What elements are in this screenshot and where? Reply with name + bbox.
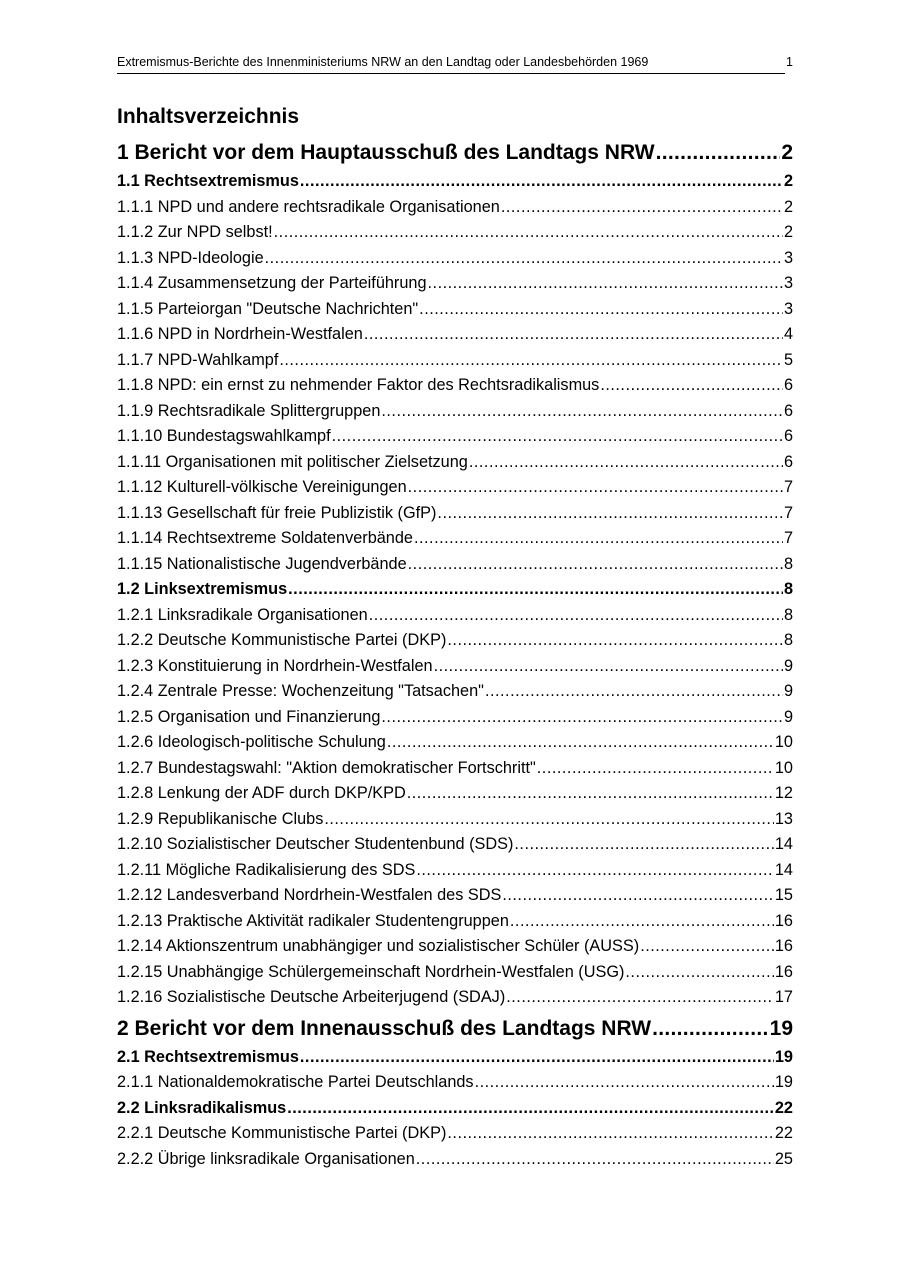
toc-dot-leader bbox=[265, 249, 783, 268]
toc-entry[interactable] bbox=[117, 478, 793, 504]
toc-entry[interactable] bbox=[117, 963, 793, 989]
toc-dot-leader bbox=[506, 988, 774, 1007]
toc-entry-page: 8 bbox=[783, 554, 793, 573]
toc-entry-page: 14 bbox=[774, 835, 793, 853]
toc-dot-leader bbox=[428, 274, 783, 293]
table-of-contents bbox=[117, 138, 793, 1175]
toc-dot-leader bbox=[447, 1124, 773, 1143]
toc-entry-page: 9 bbox=[783, 656, 793, 675]
toc-entry[interactable] bbox=[117, 861, 793, 887]
toc-entry-page: 22 bbox=[774, 1124, 793, 1142]
toc-entry-label: 1.1.1 NPD und andere rechtsradikale Organisationen bbox=[117, 197, 500, 216]
toc-entry-page: 12 bbox=[774, 784, 793, 802]
toc-dot-leader bbox=[416, 1150, 774, 1169]
toc-entry-label: 1.2.16 Sozialistische Deutsche Arbeiterjugend (SDAJ) bbox=[117, 988, 506, 1006]
toc-entry-label: 1.1.8 NPD: ein ernst zu nehmender Faktor des Rechtsradikalismus bbox=[117, 376, 600, 394]
toc-entry-label: 1.1.12 Kulturell-völkische Vereinigungen bbox=[117, 478, 407, 496]
toc-entry-page: 6 bbox=[783, 401, 793, 420]
toc-entry[interactable] bbox=[117, 1150, 793, 1176]
toc-entry[interactable] bbox=[117, 555, 793, 581]
toc-entry[interactable] bbox=[117, 835, 793, 861]
toc-entry-label: 1.1.15 Nationalistische Jugendverbände bbox=[117, 554, 407, 573]
toc-entry-page: 8 bbox=[783, 580, 793, 598]
toc-entry[interactable] bbox=[117, 274, 793, 300]
toc-entry[interactable] bbox=[117, 325, 793, 351]
toc-entry-label: 1.1.9 Rechtsradikale Splittergruppen bbox=[117, 401, 381, 420]
toc-dot-leader bbox=[408, 555, 783, 574]
toc-entry-page: 4 bbox=[783, 325, 793, 343]
toc-entry[interactable] bbox=[117, 606, 793, 632]
toc-dot-leader bbox=[502, 886, 774, 905]
toc-entry-label: 1.2.11 Mögliche Radikalisierung des SDS bbox=[117, 860, 416, 879]
toc-dot-leader bbox=[408, 478, 783, 497]
toc-entry-page: 16 bbox=[774, 937, 793, 955]
toc-dot-leader bbox=[501, 198, 783, 217]
toc-dot-leader bbox=[510, 912, 774, 931]
toc-dot-leader bbox=[625, 963, 773, 982]
toc-dot-leader bbox=[537, 759, 774, 778]
toc-entry[interactable] bbox=[117, 138, 793, 172]
toc-entry[interactable] bbox=[117, 376, 793, 402]
toc-dot-leader bbox=[437, 504, 783, 523]
toc-entry-page: 16 bbox=[774, 962, 793, 981]
toc-entry-label: 1.2.7 Bundestagswahl: "Aktion demokratischer Fortschritt" bbox=[117, 758, 536, 777]
toc-entry[interactable] bbox=[117, 657, 793, 683]
toc-entry-page: 19 bbox=[774, 1073, 793, 1091]
toc-entry[interactable] bbox=[117, 912, 793, 938]
toc-dot-leader bbox=[414, 529, 783, 548]
toc-entry-label: 1.1.7 NPD-Wahlkampf bbox=[117, 350, 279, 369]
toc-entry-label: 1.2.5 Organisation und Finanzierung bbox=[117, 707, 381, 726]
toc-entry[interactable] bbox=[117, 886, 793, 912]
toc-entry-label: 1.2.4 Zentrale Presse: Wochenzeitung "Tatsachen" bbox=[117, 682, 484, 700]
toc-entry-page: 7 bbox=[783, 478, 793, 496]
toc-entry[interactable] bbox=[117, 172, 793, 198]
toc-entry-page: 9 bbox=[783, 707, 793, 726]
toc-dot-leader bbox=[381, 402, 783, 421]
toc-entry-label: 1.2.14 Aktionszentrum unabhängiger und sozialistischer Schüler (AUSS) bbox=[117, 937, 640, 955]
toc-entry[interactable] bbox=[117, 198, 793, 224]
toc-entry-page: 2 bbox=[783, 197, 793, 216]
toc-entry[interactable] bbox=[117, 504, 793, 530]
toc-entry-label: 1 Bericht vor dem Hauptausschuß des Landtags NRW bbox=[117, 141, 655, 164]
toc-entry-page: 15 bbox=[774, 886, 793, 904]
toc-entry[interactable] bbox=[117, 1124, 793, 1150]
header-title: Extremismus-Berichte des Innenministeriums NRW an den Landtag oder Landesbehörden 1969 bbox=[117, 55, 649, 69]
toc-entry-page: 17 bbox=[774, 988, 793, 1006]
toc-entry-label: 1.2.6 Ideologisch-politische Schulung bbox=[117, 733, 386, 751]
toc-dot-leader bbox=[287, 1099, 774, 1118]
toc-entry[interactable] bbox=[117, 402, 793, 428]
toc-dot-leader bbox=[485, 682, 783, 701]
toc-entry-label: 2.2 Linksradikalismus bbox=[117, 1098, 287, 1117]
toc-entry-page: 22 bbox=[774, 1098, 793, 1117]
toc-entry-page: 8 bbox=[783, 631, 793, 649]
toc-entry-page: 6 bbox=[783, 452, 793, 471]
toc-dot-leader bbox=[288, 580, 783, 599]
toc-entry[interactable] bbox=[117, 249, 793, 275]
toc-entry-page: 7 bbox=[783, 529, 793, 547]
toc-entry-label: 1.1.4 Zusammensetzung der Parteiführung bbox=[117, 274, 427, 292]
toc-entry-page: 25 bbox=[774, 1149, 793, 1168]
toc-entry-label: 1.1.6 NPD in Nordrhein-Westfalen bbox=[117, 325, 363, 343]
toc-entry-page: 19 bbox=[769, 1016, 793, 1040]
toc-entry-label: 1.2.2 Deutsche Kommunistische Partei (DKP) bbox=[117, 631, 447, 649]
toc-dot-leader bbox=[300, 172, 783, 191]
toc-entry[interactable] bbox=[117, 1048, 793, 1074]
toc-entry[interactable] bbox=[117, 1073, 793, 1099]
toc-entry[interactable] bbox=[117, 1014, 793, 1048]
toc-entry-page: 16 bbox=[774, 911, 793, 930]
toc-entry-label: 2.2.1 Deutsche Kommunistische Partei (DKP) bbox=[117, 1124, 447, 1142]
toc-entry-page: 10 bbox=[774, 733, 793, 751]
toc-dot-leader bbox=[447, 631, 783, 650]
toc-entry-label: 2 Bericht vor dem Innenausschuß des Landtags NRW bbox=[117, 1016, 652, 1040]
toc-dot-leader bbox=[419, 300, 783, 319]
toc-entry-label: 2.2.2 Übrige linksradikale Organisationen bbox=[117, 1149, 415, 1168]
toc-entry-label: 1.2.1 Linksradikale Organisationen bbox=[117, 605, 368, 624]
toc-entry-label: 1.1.5 Parteiorgan "Deutsche Nachrichten" bbox=[117, 299, 419, 318]
toc-entry[interactable] bbox=[117, 351, 793, 377]
toc-dot-leader bbox=[434, 657, 783, 676]
toc-entry[interactable] bbox=[117, 784, 793, 810]
toc-dot-leader bbox=[656, 141, 781, 165]
toc-entry[interactable] bbox=[117, 631, 793, 657]
toc-entry-label: 1.2.10 Sozialistischer Deutscher Studentenbund (SDS) bbox=[117, 835, 514, 853]
toc-entry-label: 1.2.3 Konstituierung in Nordrhein-Westfalen bbox=[117, 656, 433, 675]
toc-entry[interactable] bbox=[117, 937, 793, 963]
toc-dot-leader bbox=[279, 351, 783, 370]
toc-entry-page: 8 bbox=[783, 605, 793, 624]
toc-dot-leader bbox=[475, 1073, 774, 1092]
toc-entry-label: 1.1.3 NPD-Ideologie bbox=[117, 248, 264, 267]
toc-dot-leader bbox=[332, 427, 783, 446]
toc-entry-label: 1.2.13 Praktische Aktivität radikaler Studentengruppen bbox=[117, 911, 509, 930]
toc-entry-label: 1.2.12 Landesverband Nordrhein-Westfalen des SDS bbox=[117, 886, 502, 904]
toc-entry[interactable] bbox=[117, 580, 793, 606]
toc-dot-leader bbox=[416, 861, 774, 880]
toc-entry-label: 1.2 Linksextremismus bbox=[117, 580, 288, 598]
toc-entry[interactable] bbox=[117, 453, 793, 479]
toc-entry-page: 3 bbox=[783, 248, 793, 267]
toc-entry-page: 2 bbox=[783, 223, 793, 241]
toc-dot-leader bbox=[469, 453, 783, 472]
toc-entry-label: 2.1 Rechtsextremismus bbox=[117, 1047, 299, 1066]
toc-dot-leader bbox=[381, 708, 783, 727]
toc-entry-page: 2 bbox=[781, 141, 793, 164]
toc-entry-label: 1.1.14 Rechtsextreme Soldatenverbände bbox=[117, 529, 413, 547]
toc-entry[interactable] bbox=[117, 810, 793, 836]
toc-entry-page: 9 bbox=[783, 682, 793, 700]
toc-entry[interactable] bbox=[117, 300, 793, 326]
toc-entry-page: 3 bbox=[783, 274, 793, 292]
toc-entry-label: 1.1 Rechtsextremismus bbox=[117, 172, 299, 190]
toc-dot-leader bbox=[300, 1048, 774, 1067]
toc-entry-label: 1.1.10 Bundestagswahlkampf bbox=[117, 427, 331, 445]
toc-entry-page: 5 bbox=[783, 350, 793, 369]
toc-dot-leader bbox=[324, 810, 774, 829]
toc-entry[interactable] bbox=[117, 988, 793, 1014]
toc-entry[interactable] bbox=[117, 733, 793, 759]
toc-entry[interactable] bbox=[117, 529, 793, 555]
toc-dot-leader bbox=[407, 784, 774, 803]
toc-entry-label: 1.1.2 Zur NPD selbst! bbox=[117, 223, 273, 241]
toc-dot-leader bbox=[387, 733, 774, 752]
toc-dot-leader bbox=[640, 937, 774, 956]
toc-dot-leader bbox=[364, 325, 783, 344]
toc-entry-label: 2.1.1 Nationaldemokratische Partei Deutschlands bbox=[117, 1073, 474, 1091]
toc-entry-page: 7 bbox=[783, 503, 793, 522]
toc-entry[interactable] bbox=[117, 682, 793, 708]
toc-entry[interactable] bbox=[117, 223, 793, 249]
running-header bbox=[117, 54, 793, 74]
toc-entry[interactable] bbox=[117, 1099, 793, 1125]
toc-dot-leader bbox=[652, 1017, 769, 1041]
toc-dot-leader bbox=[274, 223, 783, 242]
toc-entry-label: 1.2.8 Lenkung der ADF durch DKP/KPD bbox=[117, 784, 406, 802]
toc-entry-label: 1.1.11 Organisationen mit politischer Zielsetzung bbox=[117, 452, 468, 471]
toc-entry-page: 6 bbox=[783, 376, 793, 394]
toc-entry-page: 10 bbox=[774, 758, 793, 777]
header-page-number: 1 bbox=[786, 55, 793, 69]
toc-entry[interactable] bbox=[117, 759, 793, 785]
toc-entry[interactable] bbox=[117, 708, 793, 734]
toc-entry-label: 1.1.13 Gesellschaft für freie Publizistik (GfP) bbox=[117, 503, 437, 522]
toc-entry-page: 19 bbox=[774, 1047, 793, 1066]
toc-entry-label: 1.2.9 Republikanische Clubs bbox=[117, 809, 324, 828]
toc-entry-label: 1.2.15 Unabhängige Schülergemeinschaft Nordrhein-Westfalen (USG) bbox=[117, 962, 625, 981]
toc-entry-page: 3 bbox=[783, 299, 793, 318]
toc-dot-leader bbox=[600, 376, 783, 395]
toc-entry-page: 13 bbox=[774, 809, 793, 828]
toc-entry-page: 14 bbox=[774, 860, 793, 879]
toc-dot-leader bbox=[369, 606, 783, 625]
toc-entry-page: 6 bbox=[783, 427, 793, 445]
toc-entry-page: 2 bbox=[783, 172, 793, 190]
toc-entry[interactable] bbox=[117, 427, 793, 453]
toc-title: Inhaltsverzeichnis bbox=[117, 105, 300, 128]
toc-dot-leader bbox=[514, 835, 773, 854]
